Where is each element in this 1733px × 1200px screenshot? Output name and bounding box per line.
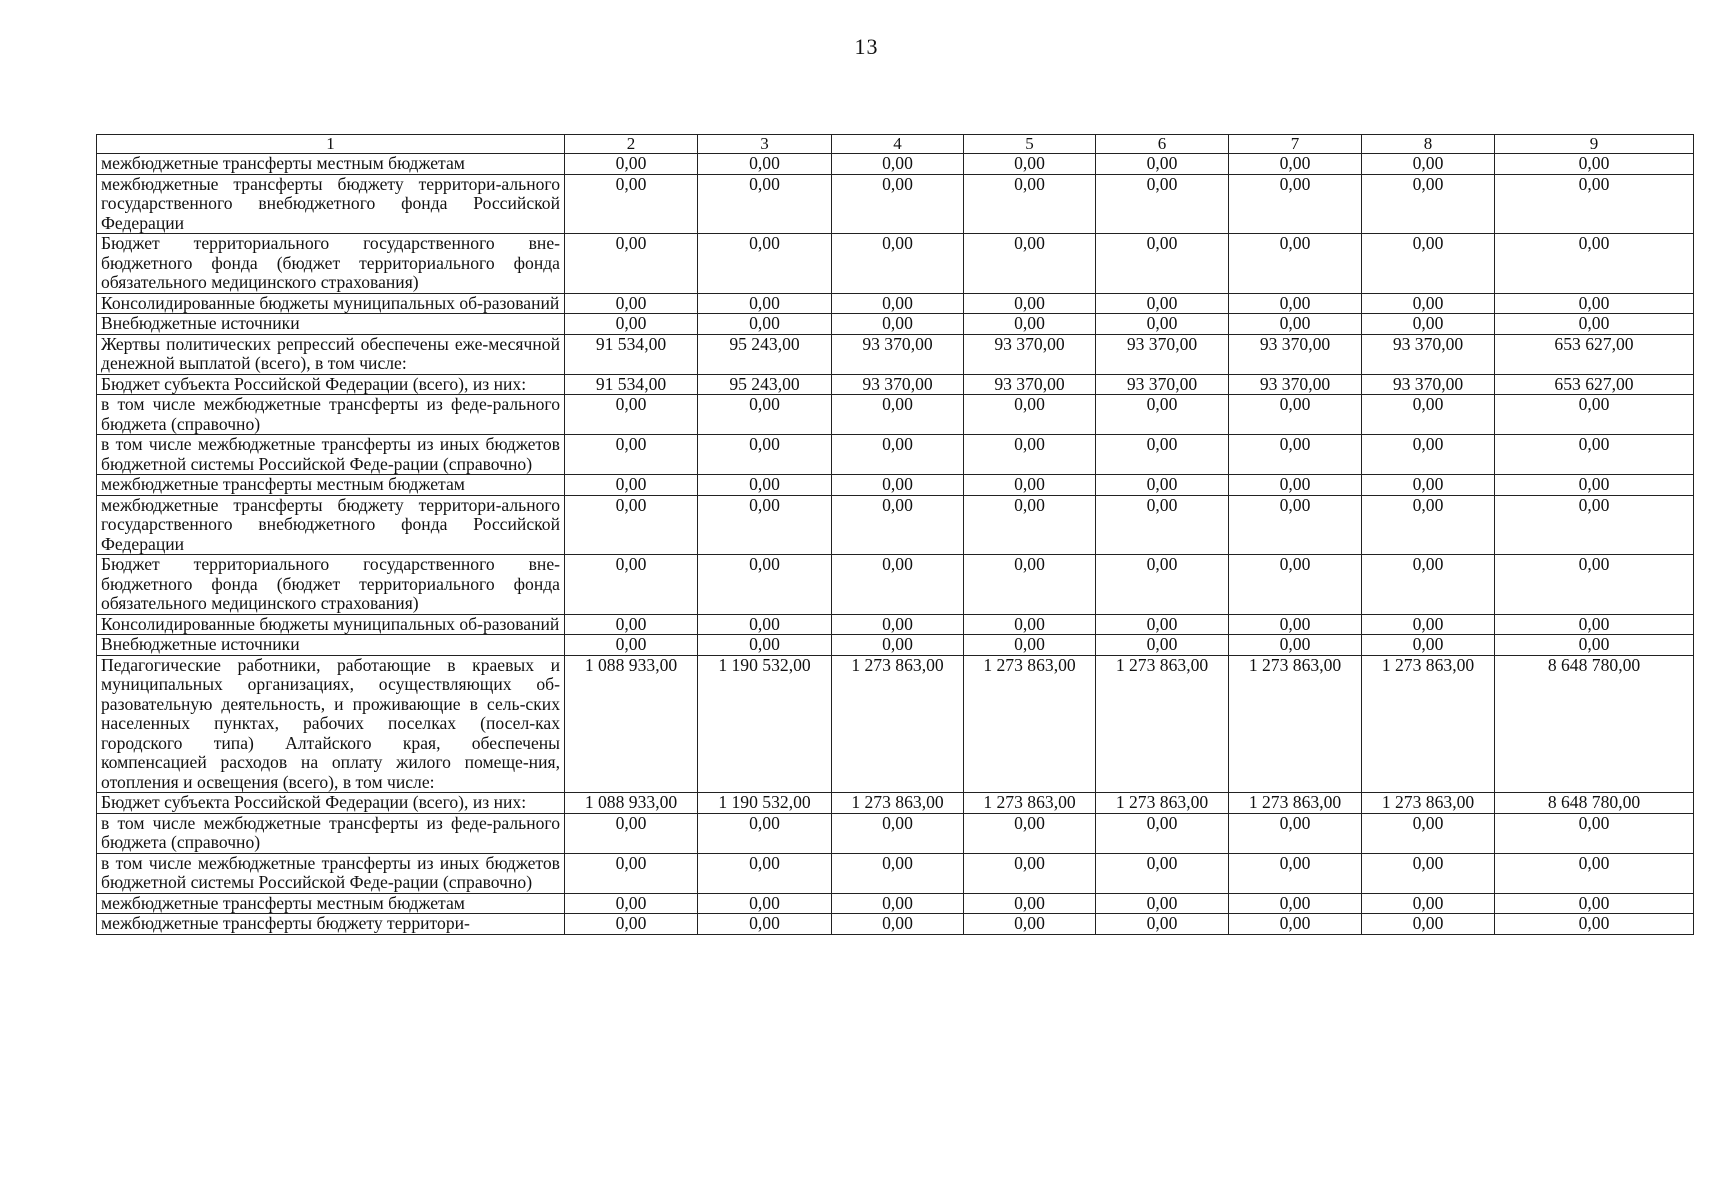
value-cell-col-8: 0,00: [1362, 614, 1495, 635]
column-number-4: 4: [832, 135, 964, 154]
value-cell-col-6: 0,00: [1096, 614, 1229, 635]
value-cell-col-6: 0,00: [1096, 853, 1229, 893]
column-number-3: 3: [698, 135, 832, 154]
value-cell-col-8: 0,00: [1362, 475, 1495, 496]
value-cell-col-9: 653 627,00: [1495, 374, 1694, 395]
column-number-1: 1: [97, 135, 565, 154]
value-cell-col-2: 91 534,00: [565, 334, 698, 374]
table-row: [97, 893, 1694, 914]
value-cell-col-9: 0,00: [1495, 495, 1694, 555]
value-cell-col-2: 0,00: [565, 395, 698, 435]
value-cell-col-6: 0,00: [1096, 555, 1229, 615]
value-cell-col-5: 93 370,00: [964, 334, 1096, 374]
value-cell-col-2: 0,00: [565, 174, 698, 234]
value-cell-col-2: 0,00: [565, 893, 698, 914]
value-cell-col-7: 1 273 863,00: [1229, 655, 1362, 793]
value-cell-col-9: 0,00: [1495, 395, 1694, 435]
value-cell-col-7: 0,00: [1229, 495, 1362, 555]
row-label: в том числе межбюджетные трансферты из иных бюджетов бюджетной системы Российской Феде-рации (справочно): [97, 435, 565, 475]
value-cell-col-7: 93 370,00: [1229, 374, 1362, 395]
column-number-5: 5: [964, 135, 1096, 154]
budget-table-container: [96, 134, 1643, 935]
value-cell-col-9: 0,00: [1495, 555, 1694, 615]
value-cell-col-2: 1 088 933,00: [565, 793, 698, 814]
value-cell-col-8: 0,00: [1362, 853, 1495, 893]
value-cell-col-7: 0,00: [1229, 614, 1362, 635]
value-cell-col-6: 0,00: [1096, 293, 1229, 314]
value-cell-col-2: 1 088 933,00: [565, 655, 698, 793]
value-cell-col-7: 0,00: [1229, 174, 1362, 234]
table-row: [97, 435, 1694, 475]
row-label: Бюджет территориального государственного вне-бюджетного фонда (бюджет территориального фонда обязательного медицинского страхования): [97, 234, 565, 294]
value-cell-col-3: 0,00: [698, 475, 832, 496]
value-cell-col-5: 1 273 863,00: [964, 655, 1096, 793]
table-row: [97, 314, 1694, 335]
value-cell-col-4: 0,00: [832, 395, 964, 435]
table-row: [97, 914, 1694, 935]
value-cell-col-5: 0,00: [964, 614, 1096, 635]
value-cell-col-7: 0,00: [1229, 314, 1362, 335]
value-cell-col-5: 93 370,00: [964, 374, 1096, 395]
value-cell-col-3: 1 190 532,00: [698, 655, 832, 793]
row-label: межбюджетные трансферты местным бюджетам: [97, 154, 565, 175]
value-cell-col-3: 0,00: [698, 495, 832, 555]
row-label: Бюджет субъекта Российской Федерации (всего), из них:: [97, 374, 565, 395]
value-cell-col-3: 0,00: [698, 635, 832, 656]
row-label: межбюджетные трансферты бюджету территори-ального государственного внебюджетного фонда Российской Федерации: [97, 174, 565, 234]
value-cell-col-4: 0,00: [832, 234, 964, 294]
value-cell-col-3: 0,00: [698, 435, 832, 475]
value-cell-col-9: 0,00: [1495, 174, 1694, 234]
row-label: Консолидированные бюджеты муниципальных об-разований: [97, 293, 565, 314]
value-cell-col-5: 0,00: [964, 555, 1096, 615]
value-cell-col-8: 0,00: [1362, 813, 1495, 853]
value-cell-col-4: 0,00: [832, 293, 964, 314]
value-cell-col-4: 93 370,00: [832, 374, 964, 395]
value-cell-col-8: 93 370,00: [1362, 334, 1495, 374]
value-cell-col-8: 0,00: [1362, 293, 1495, 314]
table-row: [97, 555, 1694, 615]
value-cell-col-9: 0,00: [1495, 293, 1694, 314]
value-cell-col-3: 95 243,00: [698, 334, 832, 374]
value-cell-col-3: 0,00: [698, 154, 832, 175]
value-cell-col-3: 0,00: [698, 174, 832, 234]
value-cell-col-7: 93 370,00: [1229, 334, 1362, 374]
value-cell-col-3: 0,00: [698, 555, 832, 615]
value-cell-col-6: 1 273 863,00: [1096, 655, 1229, 793]
value-cell-col-5: 0,00: [964, 914, 1096, 935]
value-cell-col-5: 1 273 863,00: [964, 793, 1096, 814]
value-cell-col-7: 0,00: [1229, 395, 1362, 435]
value-cell-col-5: 0,00: [964, 293, 1096, 314]
value-cell-col-3: 0,00: [698, 293, 832, 314]
value-cell-col-8: 93 370,00: [1362, 374, 1495, 395]
row-label: в том числе межбюджетные трансферты из феде-рального бюджета (справочно): [97, 813, 565, 853]
value-cell-col-9: 0,00: [1495, 314, 1694, 335]
column-number-9: 9: [1495, 135, 1694, 154]
value-cell-col-2: 0,00: [565, 475, 698, 496]
value-cell-col-4: 0,00: [832, 495, 964, 555]
value-cell-col-2: 0,00: [565, 495, 698, 555]
value-cell-col-6: 0,00: [1096, 234, 1229, 294]
row-label: Бюджет территориального государственного вне-бюджетного фонда (бюджет территориального фонда обязательного медицинского страхования): [97, 555, 565, 615]
value-cell-col-8: 0,00: [1362, 555, 1495, 615]
value-cell-col-7: 0,00: [1229, 893, 1362, 914]
value-cell-col-4: 0,00: [832, 635, 964, 656]
value-cell-col-2: 0,00: [565, 555, 698, 615]
row-label: Жертвы политических репрессий обеспечены еже-месячной денежной выплатой (всего), в том числе:: [97, 334, 565, 374]
value-cell-col-4: 0,00: [832, 555, 964, 615]
table-row: [97, 495, 1694, 555]
value-cell-col-2: 0,00: [565, 435, 698, 475]
value-cell-col-5: 0,00: [964, 635, 1096, 656]
value-cell-col-4: 0,00: [832, 435, 964, 475]
value-cell-col-9: 653 627,00: [1495, 334, 1694, 374]
value-cell-col-4: 0,00: [832, 614, 964, 635]
value-cell-col-9: 0,00: [1495, 475, 1694, 496]
value-cell-col-8: 0,00: [1362, 914, 1495, 935]
value-cell-col-8: 0,00: [1362, 154, 1495, 175]
table-row: [97, 234, 1694, 294]
value-cell-col-6: 0,00: [1096, 314, 1229, 335]
column-number-row: [97, 135, 1694, 154]
value-cell-col-2: 0,00: [565, 314, 698, 335]
value-cell-col-5: 0,00: [964, 495, 1096, 555]
value-cell-col-6: 93 370,00: [1096, 374, 1229, 395]
value-cell-col-4: 0,00: [832, 174, 964, 234]
value-cell-col-7: 0,00: [1229, 813, 1362, 853]
value-cell-col-5: 0,00: [964, 314, 1096, 335]
value-cell-col-8: 0,00: [1362, 893, 1495, 914]
page-number: 13: [854, 34, 879, 59]
value-cell-col-5: 0,00: [964, 395, 1096, 435]
table-row: [97, 334, 1694, 374]
budget-table: [96, 134, 1694, 935]
row-label: в том числе межбюджетные трансферты из иных бюджетов бюджетной системы Российской Феде-рации (справочно): [97, 853, 565, 893]
value-cell-col-2: 0,00: [565, 853, 698, 893]
value-cell-col-5: 0,00: [964, 174, 1096, 234]
row-label: Внебюджетные источники: [97, 635, 565, 656]
value-cell-col-6: 0,00: [1096, 813, 1229, 853]
value-cell-col-4: 0,00: [832, 475, 964, 496]
value-cell-col-6: 0,00: [1096, 495, 1229, 555]
value-cell-col-7: 0,00: [1229, 293, 1362, 314]
value-cell-col-4: 0,00: [832, 314, 964, 335]
table-row: [97, 813, 1694, 853]
column-number-8: 8: [1362, 135, 1495, 154]
value-cell-col-9: 0,00: [1495, 614, 1694, 635]
value-cell-col-8: 0,00: [1362, 435, 1495, 475]
value-cell-col-4: 1 273 863,00: [832, 793, 964, 814]
value-cell-col-6: 0,00: [1096, 914, 1229, 935]
value-cell-col-3: 0,00: [698, 914, 832, 935]
value-cell-col-7: 0,00: [1229, 635, 1362, 656]
column-number-6: 6: [1096, 135, 1229, 154]
table-row: [97, 793, 1694, 814]
value-cell-col-3: 0,00: [698, 893, 832, 914]
value-cell-col-9: 0,00: [1495, 853, 1694, 893]
row-label: Внебюджетные источники: [97, 314, 565, 335]
table-row: [97, 635, 1694, 656]
value-cell-col-8: 0,00: [1362, 314, 1495, 335]
value-cell-col-7: 0,00: [1229, 853, 1362, 893]
column-number-2: 2: [565, 135, 698, 154]
value-cell-col-4: 0,00: [832, 914, 964, 935]
table-row: [97, 655, 1694, 793]
value-cell-col-2: 0,00: [565, 154, 698, 175]
value-cell-col-2: 0,00: [565, 635, 698, 656]
table-row: [97, 853, 1694, 893]
value-cell-col-2: 0,00: [565, 813, 698, 853]
value-cell-col-5: 0,00: [964, 435, 1096, 475]
table-row: [97, 395, 1694, 435]
value-cell-col-2: 0,00: [565, 293, 698, 314]
value-cell-col-4: 1 273 863,00: [832, 655, 964, 793]
value-cell-col-8: 1 273 863,00: [1362, 655, 1495, 793]
value-cell-col-5: 0,00: [964, 234, 1096, 294]
value-cell-col-9: 0,00: [1495, 914, 1694, 935]
value-cell-col-6: 1 273 863,00: [1096, 793, 1229, 814]
table-row: [97, 475, 1694, 496]
value-cell-col-9: 0,00: [1495, 635, 1694, 656]
row-label: в том числе межбюджетные трансферты из феде-рального бюджета (справочно): [97, 395, 565, 435]
value-cell-col-8: 0,00: [1362, 174, 1495, 234]
value-cell-col-3: 1 190 532,00: [698, 793, 832, 814]
row-label: межбюджетные трансферты местным бюджетам: [97, 475, 565, 496]
value-cell-col-4: 0,00: [832, 813, 964, 853]
value-cell-col-8: 1 273 863,00: [1362, 793, 1495, 814]
value-cell-col-8: 0,00: [1362, 234, 1495, 294]
value-cell-col-7: 0,00: [1229, 234, 1362, 294]
value-cell-col-9: 0,00: [1495, 154, 1694, 175]
value-cell-col-6: 93 370,00: [1096, 334, 1229, 374]
value-cell-col-5: 0,00: [964, 154, 1096, 175]
row-label: межбюджетные трансферты бюджету территори-ального государственного внебюджетного фонда Российской Федерации: [97, 495, 565, 555]
column-number-7: 7: [1229, 135, 1362, 154]
value-cell-col-9: 0,00: [1495, 435, 1694, 475]
value-cell-col-7: 0,00: [1229, 435, 1362, 475]
value-cell-col-9: 0,00: [1495, 893, 1694, 914]
value-cell-col-6: 0,00: [1096, 435, 1229, 475]
row-label: межбюджетные трансферты местным бюджетам: [97, 893, 565, 914]
value-cell-col-7: 1 273 863,00: [1229, 793, 1362, 814]
value-cell-col-4: 0,00: [832, 154, 964, 175]
value-cell-col-3: 95 243,00: [698, 374, 832, 395]
value-cell-col-5: 0,00: [964, 813, 1096, 853]
value-cell-col-5: 0,00: [964, 475, 1096, 496]
table-row: [97, 174, 1694, 234]
value-cell-col-6: 0,00: [1096, 475, 1229, 496]
value-cell-col-3: 0,00: [698, 234, 832, 294]
value-cell-col-9: 8 648 780,00: [1495, 655, 1694, 793]
value-cell-col-3: 0,00: [698, 853, 832, 893]
value-cell-col-2: 91 534,00: [565, 374, 698, 395]
value-cell-col-9: 8 648 780,00: [1495, 793, 1694, 814]
table-row: [97, 374, 1694, 395]
table-row: [97, 154, 1694, 175]
value-cell-col-4: 0,00: [832, 893, 964, 914]
value-cell-col-3: 0,00: [698, 395, 832, 435]
value-cell-col-9: 0,00: [1495, 813, 1694, 853]
value-cell-col-3: 0,00: [698, 813, 832, 853]
row-label: межбюджетные трансферты бюджету территори-: [97, 914, 565, 935]
value-cell-col-7: 0,00: [1229, 914, 1362, 935]
value-cell-col-3: 0,00: [698, 314, 832, 335]
value-cell-col-6: 0,00: [1096, 635, 1229, 656]
value-cell-col-2: 0,00: [565, 234, 698, 294]
row-label: Консолидированные бюджеты муниципальных об-разований: [97, 614, 565, 635]
value-cell-col-7: 0,00: [1229, 555, 1362, 615]
value-cell-col-9: 0,00: [1495, 234, 1694, 294]
value-cell-col-4: 93 370,00: [832, 334, 964, 374]
value-cell-col-5: 0,00: [964, 853, 1096, 893]
row-label: Бюджет субъекта Российской Федерации (всего), из них:: [97, 793, 565, 814]
table-row: [97, 614, 1694, 635]
value-cell-col-7: 0,00: [1229, 154, 1362, 175]
value-cell-col-8: 0,00: [1362, 635, 1495, 656]
value-cell-col-8: 0,00: [1362, 395, 1495, 435]
value-cell-col-4: 0,00: [832, 853, 964, 893]
value-cell-col-2: 0,00: [565, 614, 698, 635]
value-cell-col-6: 0,00: [1096, 174, 1229, 234]
row-label: Педагогические работники, работающие в краевых и муниципальных организациях, осуществляющих об-разовательную деятельность, и проживающие в сель-ских населенных пунктах, рабочих поселках (посел-ках городского типа) Алтайского края, обеспечены компенсацией расходов на оплату жилого помеще-ния, отопления и освещения (всего), в том числе:: [97, 655, 565, 793]
value-cell-col-2: 0,00: [565, 914, 698, 935]
value-cell-col-6: 0,00: [1096, 395, 1229, 435]
value-cell-col-6: 0,00: [1096, 893, 1229, 914]
table-row: [97, 293, 1694, 314]
table-body: [97, 135, 1694, 935]
value-cell-col-6: 0,00: [1096, 154, 1229, 175]
value-cell-col-3: 0,00: [698, 614, 832, 635]
value-cell-col-8: 0,00: [1362, 495, 1495, 555]
value-cell-col-7: 0,00: [1229, 475, 1362, 496]
value-cell-col-5: 0,00: [964, 893, 1096, 914]
